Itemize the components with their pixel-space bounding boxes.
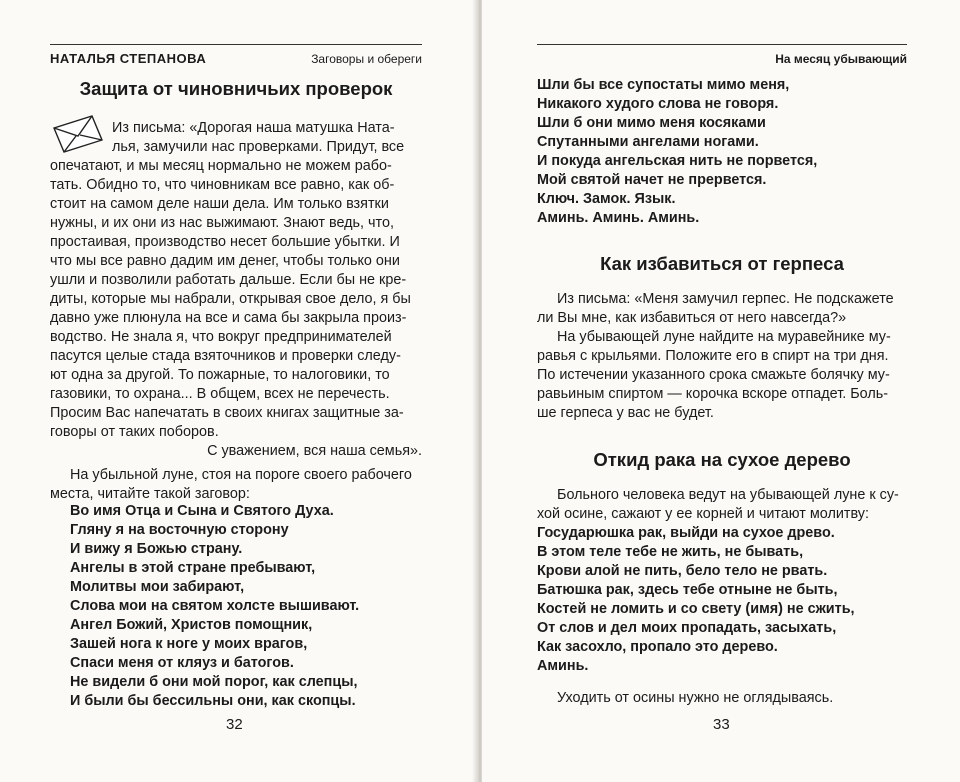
spell-line: Костей не ломить и со свету (имя) не сжить, bbox=[537, 601, 855, 617]
closing-text bbox=[537, 689, 907, 708]
running-head-left bbox=[50, 44, 422, 68]
cancer-spell bbox=[537, 524, 907, 676]
instruction-text bbox=[50, 466, 422, 504]
letter-line: простаивая, производство несет большие убытки. И bbox=[50, 234, 400, 250]
letter-text bbox=[50, 119, 422, 461]
spell-line: Государюшка рак, выйди на сухое древо. bbox=[537, 525, 835, 541]
spell-line: Батюшка рак, здесь тебе отныне не быть, bbox=[537, 582, 838, 598]
spell-line: Не видели б они мой порог, как слепцы, bbox=[70, 674, 358, 690]
right-page bbox=[482, 0, 960, 782]
page-number-left: 32 bbox=[226, 716, 243, 733]
cancer-intro bbox=[537, 486, 907, 524]
letter-line: Из письма: «Дорогая наша матушка Ната- bbox=[112, 120, 395, 136]
running-head-chapter-title: На месяц убывающий bbox=[775, 52, 907, 66]
section-heading: Как избавиться от герпеса bbox=[600, 253, 844, 274]
spell-line: Ключ. Замок. Язык. bbox=[537, 191, 676, 207]
letter-line: ют одна за другой. То пожарные, то налоговики, то bbox=[50, 367, 390, 383]
spell-line: Как засохло, пропало это дерево. bbox=[537, 639, 778, 655]
running-head-right bbox=[537, 44, 907, 68]
letter-line: ушли и позволили работать дальше. Если бы не кре- bbox=[50, 272, 407, 288]
page-number-right: 33 bbox=[713, 716, 730, 733]
spell-line: Мой святой начет не прервется. bbox=[537, 172, 767, 188]
spell-line: И вижу я Божью страну. bbox=[70, 541, 243, 557]
letter-line: стоит на самом деле наши дела. Им только взятки bbox=[50, 196, 389, 212]
letter-line: диты, которые мы набрали, открывая свое дело, я бы bbox=[50, 291, 411, 307]
spell-line: Зашей нога к ноге у моих врагов, bbox=[70, 636, 308, 652]
letter-line: что мы все равно дадим им денег, чтобы только они bbox=[50, 253, 400, 269]
spell-verse bbox=[50, 502, 422, 711]
spell-line: Гляну я на восточную сторону bbox=[70, 522, 289, 538]
spell-line: И были бы бессильны они, как скопцы. bbox=[70, 693, 356, 709]
herpes-answer-line: равьиным спиртом — корочка вскоре отпадет. Боль- bbox=[537, 386, 889, 402]
spell-line: Ангелы в этой стране пребывают, bbox=[70, 560, 316, 576]
letter-line: Просим Вас напечатать в своих книгах защитные за- bbox=[50, 405, 404, 421]
spell-line: Спаси меня от кляуз и батогов. bbox=[70, 655, 294, 671]
letter-line: пасутся целые стада взяточников и проверки следу- bbox=[50, 348, 401, 364]
spell-line: Никакого худого слова не говоря. bbox=[537, 96, 779, 112]
spell-line: Слова мои на святом холсте вышивают. bbox=[70, 598, 360, 614]
herpes-answer-line: На убывающей луне найдите на муравейнике му- bbox=[557, 329, 891, 345]
herpes-text bbox=[537, 290, 907, 423]
letter-line: нужны, и их они из нас выжимают. Знают ведь, что, bbox=[50, 215, 394, 231]
section-heading-inspections bbox=[50, 77, 422, 101]
spell-line: Аминь. bbox=[537, 658, 589, 674]
spell-line: Шли б они мимо меня косяками bbox=[537, 115, 766, 131]
cancer-intro-line: хой осине, сажают у ее корней и читают молитву: bbox=[537, 506, 870, 522]
herpes-answer-line: По истечении указанного срока смажьте болячку му- bbox=[537, 367, 890, 383]
section-heading-herpes bbox=[537, 252, 907, 276]
herpes-answer-line: равья с крыльями. Положите его в спирт на три дня. bbox=[537, 348, 889, 364]
spell-line: Аминь. Аминь. Аминь. bbox=[537, 210, 700, 226]
left-page bbox=[0, 0, 478, 782]
letter-line: газовики, то охрана... В общем, всех не перечесть. bbox=[50, 386, 390, 402]
herpes-letter-line: ли Вы мне, как избавиться от него навсегда?» bbox=[537, 310, 847, 326]
spell-line: Шли бы все супостаты мимо меня, bbox=[537, 77, 790, 93]
spell-line: Во имя Отца и Сына и Святого Духа. bbox=[70, 503, 334, 519]
instruction-line: места, читайте такой заговор: bbox=[50, 486, 250, 502]
letter-line: давно уже плюнула на все и сама бы закрыла произ- bbox=[50, 310, 407, 326]
spell-line: Молитвы мои забирают, bbox=[70, 579, 245, 595]
spell-line: Ангел Божий, Христов помощник, bbox=[70, 617, 313, 633]
herpes-letter-line: Из письма: «Меня замучил герпес. Не подскажете bbox=[557, 291, 894, 307]
herpes-answer-line: ше герпеса у вас не будет. bbox=[537, 405, 714, 421]
running-head-book-title: Заговоры и обереги bbox=[311, 52, 422, 66]
spell-continuation bbox=[537, 76, 907, 228]
cancer-intro-line: Больного человека ведут на убывающей луне к су- bbox=[557, 487, 899, 503]
spell-line: В этом теле тебе не жить, не бывать, bbox=[537, 544, 804, 560]
letter-line: лья, замучили нас проверками. Придут, все bbox=[112, 139, 405, 155]
letter-line: говоры от таких поборов. bbox=[50, 424, 219, 440]
instruction-line: На убыльной луне, стоя на пороге своего рабочего bbox=[70, 467, 412, 483]
closing-line: Уходить от осины нужно не оглядываясь. bbox=[557, 690, 834, 706]
letter-line: опечатают, и мы месяц нормально не можем рабо- bbox=[50, 158, 392, 174]
running-head-author: НАТАЛЬЯ СТЕПАНОВА bbox=[50, 51, 207, 66]
letter-line: водство. Не знала я, что вокруг предпринимателей bbox=[50, 329, 392, 345]
spell-line: И покуда ангельская нить не порвется, bbox=[537, 153, 818, 169]
spell-line: От слов и дел моих пропадать, засыхать, bbox=[537, 620, 837, 636]
section-heading: Защита от чиновничьих проверок bbox=[79, 78, 393, 99]
section-heading-cancer bbox=[537, 448, 907, 472]
spell-line: Спутанными ангелами ногами. bbox=[537, 134, 759, 150]
letter-line: тать. Обидно то, что чиновникам все равно, как об- bbox=[50, 177, 395, 193]
spell-line: Крови алой не пить, бело тело не рвать. bbox=[537, 563, 828, 579]
letter-signature: С уважением, вся наша семья». bbox=[207, 443, 422, 459]
section-heading: Откид рака на сухое дерево bbox=[593, 449, 851, 470]
